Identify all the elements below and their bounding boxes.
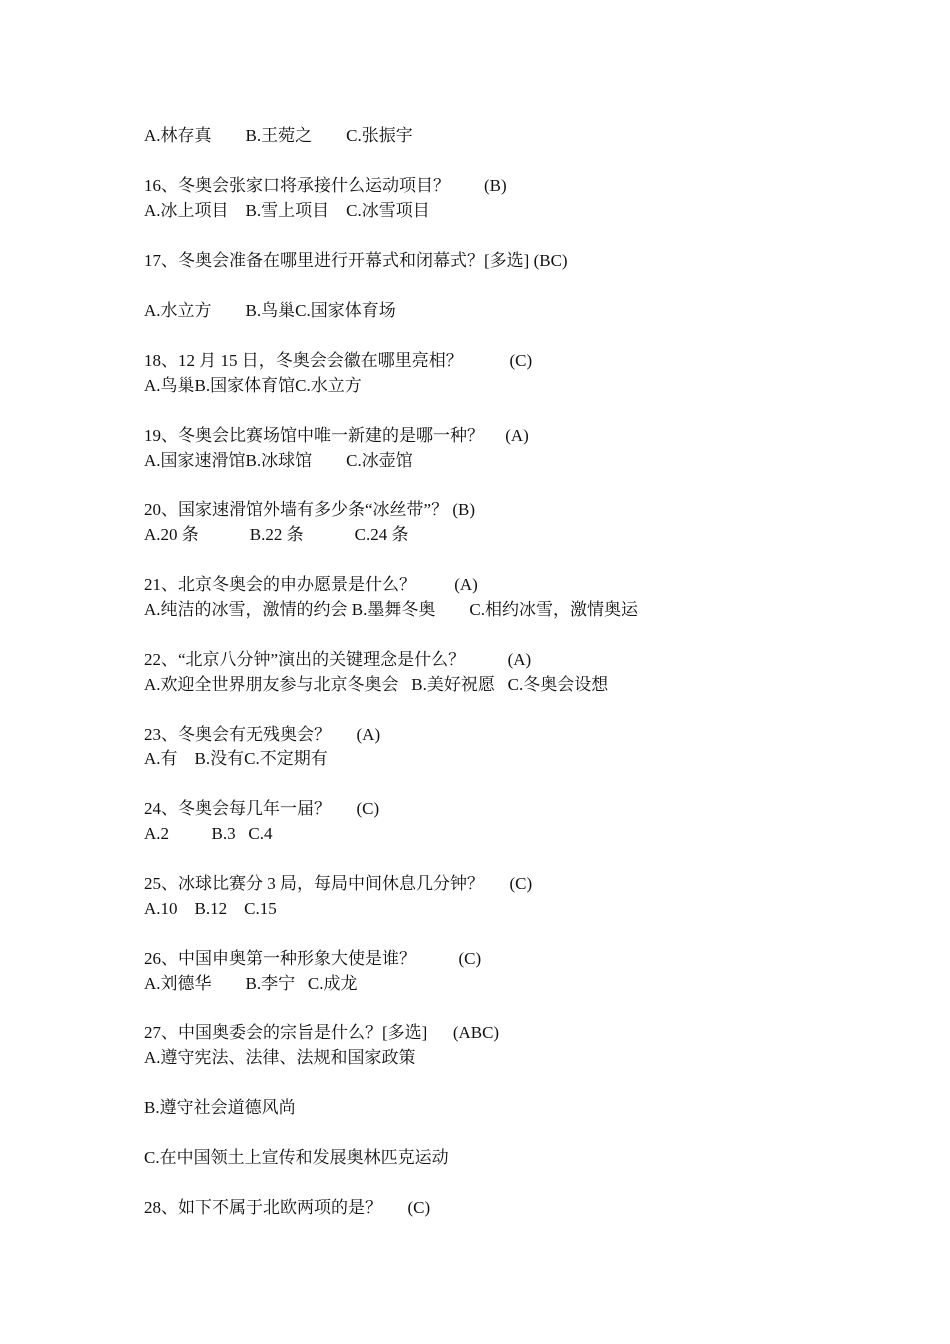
question-23: 23、冬奥会有无残奥会？ (A) [144,725,381,744]
question-17: 17、冬奥会准备在哪里进行开幕式和闭幕式？[多选] (BC) [144,251,568,270]
option-line: A.纯洁的冰雪，激情的约会 B.墨舞冬奥 C.相约冰雪，激情奥运 [144,600,638,619]
question-19: 19、冬奥会比赛场馆中唯一新建的是哪一种？ (A) [144,426,529,445]
option-line: A.鸟巢B.国家体育馆C.水立方 [144,376,362,395]
question-20: 20、国家速滑馆外墙有多少条“冰丝带”？ (B) [144,500,476,519]
option-line: A.刘德华 B.李宁 C.成龙 [144,974,358,993]
question-16: 16、冬奥会张家口将承接什么运动项目？ (B) [144,176,507,195]
option-line: A.20 条 B.22 条 C.24 条 [144,525,409,544]
question-28: 28、如下不属于北欧两项的是？ (C) [144,1198,431,1217]
question-21: 21、北京冬奥会的申办愿景是什么？ (A) [144,575,478,594]
question-18: 18、12 月 15 日，冬奥会会徽在哪里亮相？ (C) [144,351,533,370]
option-line: A.有 B.没有C.不定期有 [144,749,328,768]
question-24: 24、冬奥会每几年一届？ (C) [144,799,380,818]
option-line: A.国家速滑馆B.冰球馆 C.冰壶馆 [144,451,413,470]
question-25: 25、冰球比赛分 3 局，每局中间休息几分钟？ (C) [144,874,533,893]
option-line: C.在中国领土上宣传和发展奥林匹克运动 [144,1148,449,1167]
option-line: B.遵守社会道德风尚 [144,1098,296,1117]
option-line: A.欢迎全世界朋友参与北京冬奥会 B.美好祝愿 C.冬奥会设想 [144,675,609,694]
question-27: 27、中国奥委会的宗旨是什么？[多选] (ABC) [144,1023,500,1042]
option-line: A.冰上项目 B.雪上项目 C.冰雪项目 [144,201,430,220]
question-22: 22、“北京八分钟”演出的关键理念是什么？ (A) [144,650,532,669]
option-line: A.2 B.3 C.4 [144,824,273,843]
option-line: A.遵守宪法、法律、法规和国家政策 [144,1048,416,1067]
option-line: A.林存真 B.王菀之 C.张振宇 [144,126,413,145]
option-line: A.水立方 B.鸟巢C.国家体育场 [144,301,396,320]
question-26: 26、中国申奥第一种形象大使是谁？ (C) [144,949,482,968]
option-line: A.10 B.12 C.15 [144,899,277,918]
